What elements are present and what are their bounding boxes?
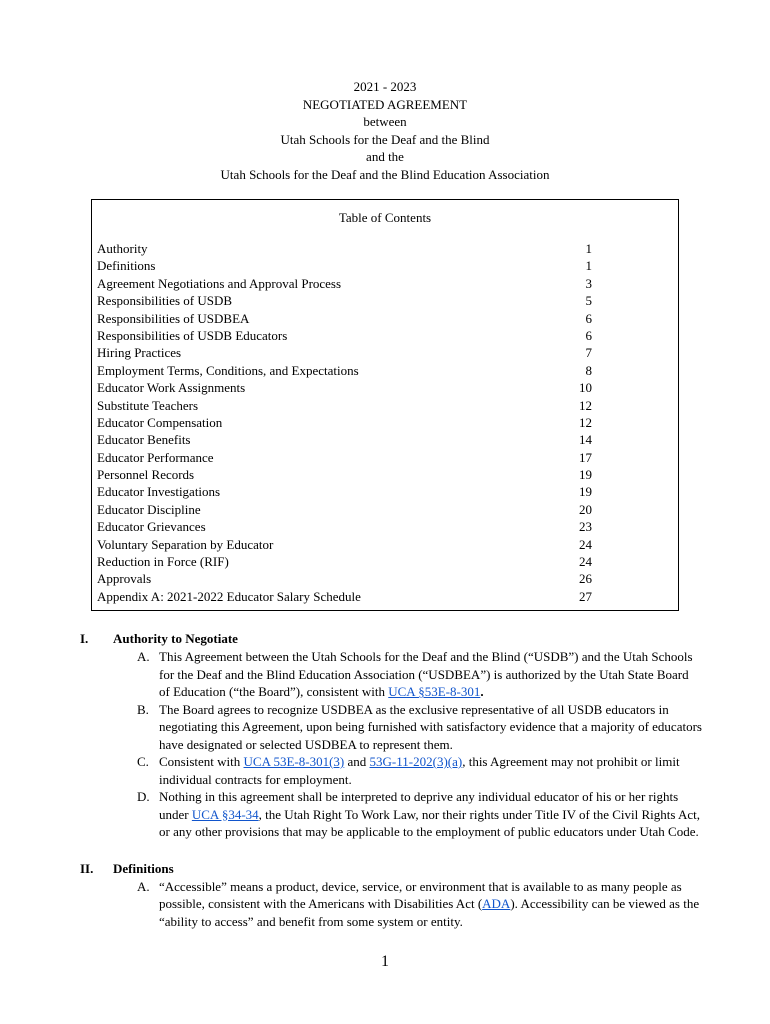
toc-entry-page: 20	[579, 501, 592, 517]
toc-entry-label: Appendix A: 2021-2022 Educator Salary Schedule	[97, 588, 361, 604]
toc-entry-label: Substitute Teachers	[97, 397, 199, 413]
toc-entry-page: 14	[579, 432, 592, 448]
toc-entry	[97, 275, 592, 292]
header-party-2: Utah Schools for the Deaf and the Blind Education Association	[220, 166, 550, 182]
toc-entry-label: Educator Benefits	[97, 432, 191, 448]
item-text: “Accessible” means a product, device, service, or environment that is available to as many people as possible, consistent with the Americans with Disabilities Act (	[159, 878, 682, 911]
list-item	[0, 753, 770, 788]
list-item	[0, 648, 770, 701]
document-body	[0, 630, 770, 930]
toc-entry	[97, 344, 592, 361]
ada-link[interactable]: ADA	[482, 896, 511, 911]
toc-entry	[97, 483, 592, 500]
header-party-1: Utah Schools for the Deaf and the Blind	[280, 131, 490, 147]
toc-entry-page: 12	[579, 397, 592, 413]
toc-entry	[97, 553, 592, 570]
header-years: 2021 - 2023	[353, 79, 417, 94]
toc-entry-page: 1	[585, 241, 592, 256]
toc-entry-page: 24	[579, 536, 592, 552]
toc-entry-page: 24	[579, 554, 592, 570]
item-period: .	[480, 684, 484, 699]
toc-entry	[97, 414, 592, 431]
toc-entry	[97, 588, 592, 605]
page-number: 1	[381, 953, 389, 970]
item-letter: D.	[137, 789, 150, 804]
header-agreement-title: NEGOTIATED AGREEMENT	[302, 96, 468, 112]
toc-entry	[97, 379, 592, 396]
toc-entry-page: 23	[579, 519, 592, 535]
document-header	[0, 78, 770, 184]
header-and-the: and the	[366, 149, 404, 165]
toc-entry-label: Educator Work Assignments	[97, 380, 246, 396]
toc-entry	[97, 257, 592, 274]
toc-entry-page: 1	[585, 258, 592, 274]
section-title: Authority to Negotiate	[113, 631, 238, 646]
item-letter: B.	[137, 701, 149, 717]
toc-entry-label: Voluntary Separation by Educator	[97, 536, 274, 552]
toc-entry-page: 19	[579, 467, 592, 483]
toc-entry-label: Responsibilities of USDB	[97, 293, 233, 309]
item-text: Consistent with	[159, 754, 244, 769]
toc-title: Table of Contents	[338, 210, 432, 225]
uca-53g-11-202-link[interactable]: 53G-11-202(3)(a)	[369, 754, 463, 769]
toc-entry-page: 6	[585, 310, 592, 326]
uca-53e-8-301-link[interactable]: UCA §53E-8-301	[388, 684, 481, 699]
toc-entry	[97, 310, 592, 327]
toc-entry	[97, 240, 592, 257]
toc-entry-page: 17	[579, 449, 592, 465]
item-text: and	[344, 754, 370, 769]
section-numeral: I.	[80, 631, 89, 646]
toc-entry-label: Educator Compensation	[97, 414, 223, 430]
section-heading-definitions	[0, 860, 770, 878]
toc-entry	[97, 466, 592, 483]
section-title: Definitions	[113, 860, 174, 876]
toc-entry-label: Responsibilities of USDB Educators	[97, 327, 288, 343]
section-items	[0, 648, 770, 841]
uca-34-34-link[interactable]: UCA §34-34	[191, 806, 259, 822]
list-item	[0, 878, 770, 931]
list-item	[0, 701, 770, 754]
toc-entry-page: 8	[585, 362, 592, 378]
toc-entry	[97, 449, 592, 466]
item-text: Nothing in this agreement shall be interpreted to deprive any individual educator of his or her rights under	[159, 789, 679, 822]
toc-entry-label: Approvals	[97, 571, 152, 587]
uca-53e-8-301-3-link[interactable]: UCA 53E-8-301(3)	[243, 754, 345, 769]
section-numeral: II.	[80, 860, 94, 876]
toc-entry	[97, 570, 592, 587]
toc-entry-label: Personnel Records	[97, 467, 195, 483]
toc-entry	[97, 536, 592, 553]
toc-entry	[97, 362, 592, 379]
toc-entry-page: 10	[579, 380, 592, 396]
item-text: , the Utah Right To Work Law, nor their rights under Title IV of the Civil Rights Act, or any other provisions that may be applicable to the employment of public educators under Utah Code.	[159, 806, 701, 839]
table-of-contents	[91, 199, 679, 611]
toc-entry	[97, 518, 592, 535]
toc-entry-label: Educator Performance	[97, 449, 214, 465]
toc-entry-label: Educator Grievances	[97, 519, 206, 535]
header-between: between	[363, 114, 407, 130]
item-text: ). Accessibility can be viewed as the “ability to access” and benefit from some system or entity.	[159, 896, 700, 929]
item-letter: C.	[137, 754, 149, 769]
item-letter: A.	[137, 878, 150, 894]
toc-entry-page: 7	[585, 345, 592, 361]
toc-entry-page: 5	[585, 293, 592, 309]
item-text: , this Agreement may not prohibit or limit individual contracts for employment.	[159, 754, 680, 787]
toc-entry-label: Hiring Practices	[97, 345, 182, 361]
section-items	[0, 878, 770, 931]
item-text: This Agreement between the Utah Schools for the Deaf and the Blind (“USDB”) and the Utah Schools for the Deaf and the Blind Education Association (“USDBEA”) is authorized by the Utah State Board of Education (“the Board”), consistent with	[159, 649, 693, 699]
toc-entry-label: Educator Investigations	[97, 484, 221, 500]
toc-entry	[97, 292, 592, 309]
section-heading-authority	[0, 630, 770, 648]
toc-entry-page: 19	[579, 484, 592, 500]
toc-entry	[97, 431, 592, 448]
list-item	[0, 788, 770, 841]
toc-entry-label: Reduction in Force (RIF)	[97, 554, 229, 570]
toc-entry	[97, 501, 592, 518]
toc-entry-label: Educator Discipline	[97, 501, 201, 517]
toc-entry-page: 27	[579, 588, 592, 604]
toc-entry-label: Employment Terms, Conditions, and Expectations	[97, 362, 359, 378]
toc-entry-label: Definitions	[97, 258, 156, 274]
toc-entry-label: Authority	[97, 241, 148, 256]
toc-entry	[97, 327, 592, 344]
toc-entry-page: 3	[585, 275, 592, 291]
item-letter: A.	[137, 649, 150, 664]
toc-list	[97, 240, 592, 605]
toc-entry-page: 26	[579, 571, 592, 587]
toc-entry-label: Responsibilities of USDBEA	[97, 310, 250, 326]
toc-entry-label: Agreement Negotiations and Approval Process	[97, 275, 342, 291]
item-text: The Board agrees to recognize USDBEA as the exclusive representative of all USDB educators in negotiating this Agreement, upon being furnished with satisfactory evidence that a majority of educators have designated or selected USDBEA to represent them.	[159, 701, 702, 752]
toc-entry-page: 6	[585, 327, 592, 343]
toc-entry-page: 12	[579, 414, 592, 430]
toc-entry	[97, 397, 592, 414]
